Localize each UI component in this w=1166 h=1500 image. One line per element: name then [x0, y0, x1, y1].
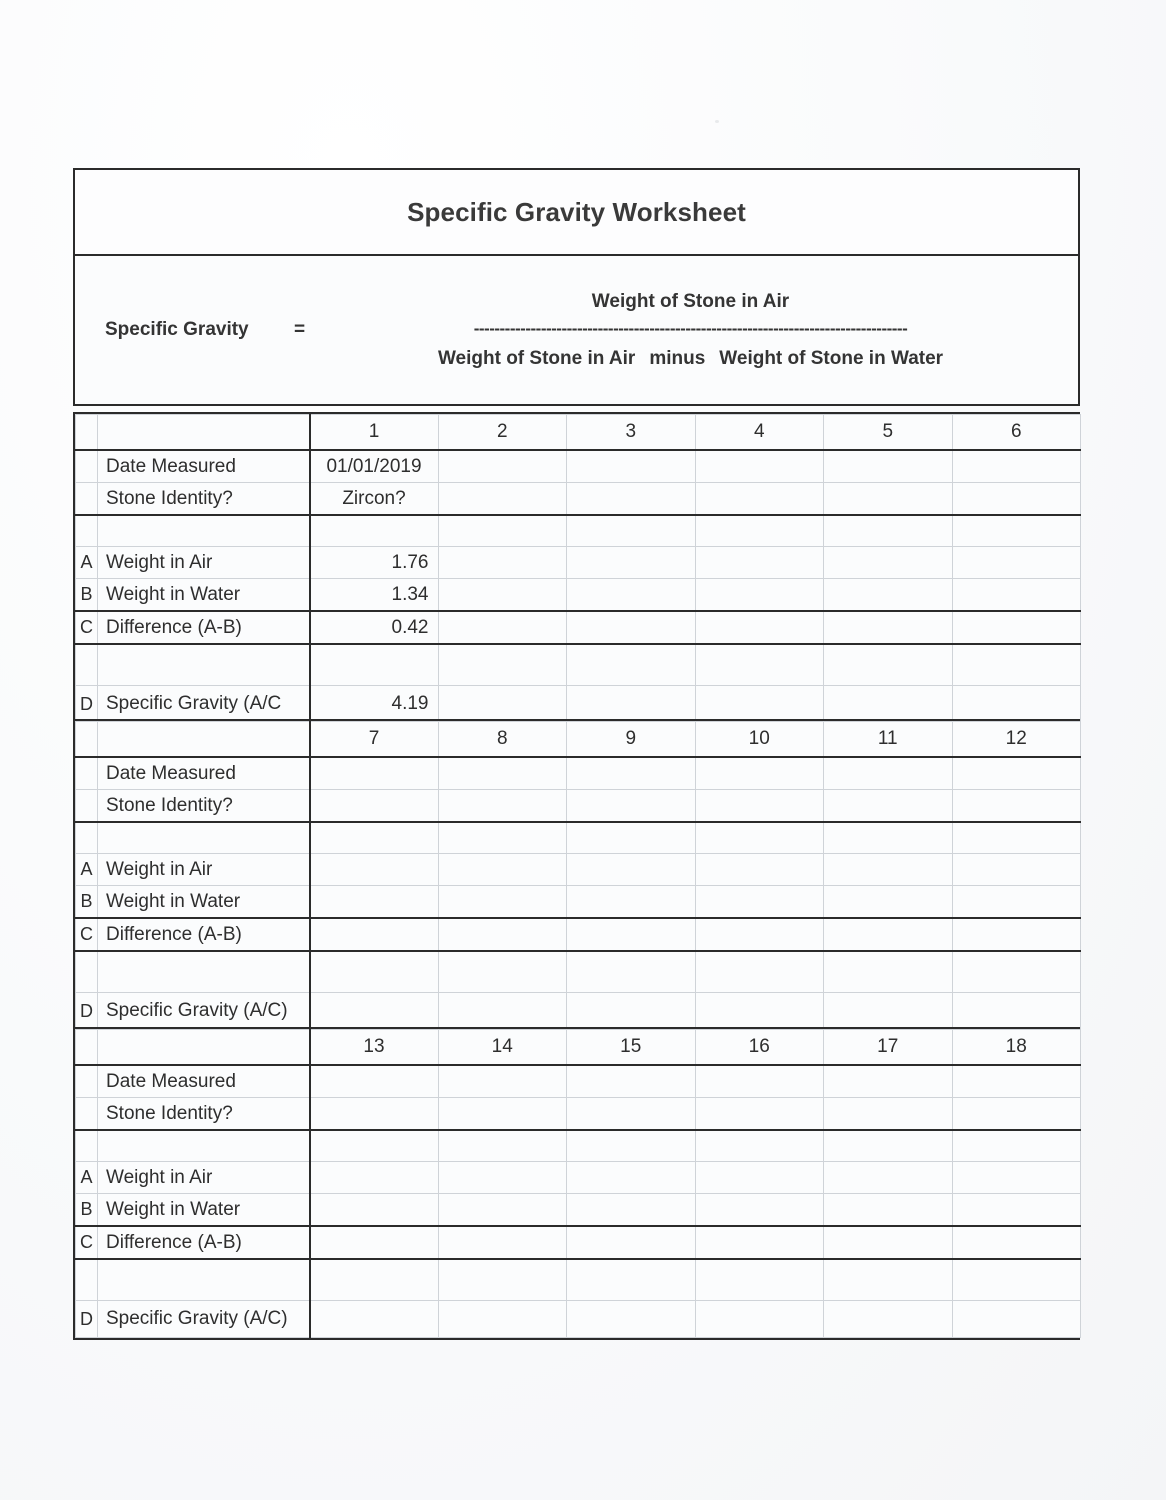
column-header: 14 — [438, 1030, 567, 1066]
cell-date-measured[interactable] — [824, 450, 953, 483]
cell-specific-gravity[interactable] — [310, 993, 439, 1030]
cell-specific-gravity[interactable] — [438, 993, 567, 1030]
row-letter — [76, 790, 98, 823]
row-label: Stone Identity? — [98, 483, 310, 516]
cell-weight-in-water[interactable] — [695, 1194, 824, 1227]
cell-weight-in-air[interactable] — [952, 1162, 1081, 1194]
corner-label-cell — [98, 1030, 310, 1066]
table-row-weight-in-air — [76, 854, 1081, 886]
column-header: 9 — [567, 722, 696, 758]
row-letter — [76, 483, 98, 516]
cell-weight-in-water[interactable] — [567, 1194, 696, 1227]
cell-blank[interactable] — [567, 822, 696, 854]
corner-cell — [76, 722, 98, 758]
cell-blank[interactable] — [824, 644, 953, 686]
page-title: Specific Gravity Worksheet — [407, 196, 746, 227]
cell-date-measured[interactable] — [824, 757, 953, 790]
row-letter — [76, 1065, 98, 1098]
cell-difference[interactable] — [310, 918, 439, 951]
cell-date-measured[interactable] — [695, 450, 824, 483]
cell-stone-identity[interactable] — [310, 790, 439, 823]
cell-blank[interactable] — [695, 822, 824, 854]
row-letter-d: D — [76, 1301, 98, 1338]
cell-difference[interactable] — [952, 611, 1081, 644]
cell-stone-identity[interactable] — [438, 483, 567, 516]
row-label — [98, 951, 310, 993]
scan-speck — [715, 120, 719, 123]
corner-cell — [76, 415, 98, 451]
cell-weight-in-air[interactable] — [824, 1162, 953, 1194]
table-row-stone-identity — [76, 483, 1081, 516]
cell-specific-gravity[interactable] — [695, 1301, 824, 1338]
cell-date-measured[interactable] — [438, 450, 567, 483]
cell-specific-gravity[interactable] — [824, 686, 953, 723]
cell-weight-in-water[interactable] — [695, 886, 824, 919]
cell-blank[interactable] — [438, 515, 567, 547]
cell-stone-identity[interactable] — [438, 790, 567, 823]
row-label: Date Measured — [98, 450, 310, 483]
cell-weight-in-air[interactable] — [567, 854, 696, 886]
cell-blank[interactable] — [952, 1259, 1081, 1301]
column-header-row — [76, 722, 1081, 758]
denominator-left-term: Weight of Stone in Air — [437, 348, 636, 369]
measurement-block-1 — [73, 412, 1080, 725]
cell-difference[interactable] — [824, 918, 953, 951]
row-letter-d: D — [76, 993, 98, 1030]
table-row-difference — [76, 918, 1081, 951]
title-row — [75, 170, 1078, 256]
cell-difference[interactable] — [824, 611, 953, 644]
row-label — [98, 822, 310, 854]
cell-blank[interactable] — [824, 822, 953, 854]
cell-blank[interactable] — [695, 644, 824, 686]
cell-difference[interactable] — [438, 611, 567, 644]
column-header: 13 — [310, 1030, 439, 1066]
cell-blank[interactable] — [438, 951, 567, 993]
cell-date-measured[interactable] — [952, 450, 1081, 483]
cell-weight-in-air[interactable] — [438, 547, 567, 579]
cell-blank[interactable] — [310, 1259, 439, 1301]
cell-difference[interactable] — [695, 918, 824, 951]
cell-weight-in-water[interactable] — [824, 1194, 953, 1227]
column-header: 4 — [695, 415, 824, 451]
cell-stone-identity[interactable] — [567, 483, 696, 516]
cell-stone-identity[interactable] — [824, 790, 953, 823]
row-letter-b: B — [76, 579, 98, 612]
cell-date-measured[interactable] — [310, 1065, 439, 1098]
row-letter — [76, 644, 98, 686]
table-row-spacer — [76, 644, 1081, 686]
row-label: Date Measured — [98, 1065, 310, 1098]
cell-weight-in-water[interactable] — [952, 1194, 1081, 1227]
cell-difference[interactable] — [695, 1226, 824, 1259]
cell-blank[interactable] — [824, 515, 953, 547]
cell-difference[interactable]: 0.42 — [310, 611, 439, 644]
cell-specific-gravity[interactable]: 4.19 — [310, 686, 439, 723]
cell-stone-identity[interactable]: Zircon? — [310, 483, 439, 516]
cell-date-measured[interactable] — [438, 1065, 567, 1098]
cell-stone-identity[interactable] — [952, 790, 1081, 823]
cell-weight-in-air[interactable] — [567, 1162, 696, 1194]
cell-blank[interactable] — [310, 644, 439, 686]
cell-blank[interactable] — [952, 515, 1081, 547]
column-header-row — [76, 415, 1081, 451]
cell-blank[interactable] — [310, 951, 439, 993]
cell-specific-gravity[interactable] — [952, 1301, 1081, 1338]
cell-weight-in-air[interactable] — [310, 1162, 439, 1194]
row-label: Weight in Water — [98, 1194, 310, 1227]
cell-blank[interactable] — [310, 822, 439, 854]
cell-specific-gravity[interactable] — [567, 1301, 696, 1338]
column-header: 12 — [952, 722, 1081, 758]
row-label-specific-gravity — [98, 993, 310, 1030]
row-label: Difference (A-B) — [98, 1226, 310, 1259]
cell-weight-in-air[interactable] — [310, 854, 439, 886]
row-letter — [76, 1130, 98, 1162]
cell-difference[interactable] — [952, 918, 1081, 951]
cell-stone-identity[interactable] — [438, 1098, 567, 1131]
measurement-table — [75, 721, 1081, 1030]
cell-date-measured[interactable] — [567, 757, 696, 790]
cell-specific-gravity[interactable] — [567, 686, 696, 723]
table-row-weight-in-air — [76, 547, 1081, 579]
cell-blank[interactable] — [695, 515, 824, 547]
table-row-difference — [76, 611, 1081, 644]
measurement-block-3 — [73, 1027, 1080, 1340]
column-header: 17 — [824, 1030, 953, 1066]
cell-weight-in-air[interactable] — [695, 547, 824, 579]
row-label — [98, 644, 310, 686]
table-row-weight-in-water — [76, 1194, 1081, 1227]
cell-difference[interactable] — [695, 611, 824, 644]
table-row-difference — [76, 1226, 1081, 1259]
cell-blank[interactable] — [952, 1130, 1081, 1162]
cell-date-measured[interactable] — [952, 757, 1081, 790]
row-letter-a: A — [76, 854, 98, 886]
cell-date-measured[interactable] — [438, 757, 567, 790]
table-row-stone-identity — [76, 1098, 1081, 1131]
row-letter — [76, 450, 98, 483]
cell-specific-gravity[interactable] — [824, 1301, 953, 1338]
formula-divider-line: ------------------------------------------------------------------------------------ — [473, 325, 908, 335]
cell-difference[interactable] — [824, 1226, 953, 1259]
column-header: 16 — [695, 1030, 824, 1066]
cell-specific-gravity[interactable] — [695, 993, 824, 1030]
row-label — [98, 515, 310, 547]
cell-stone-identity[interactable] — [824, 483, 953, 516]
table-row-specific-gravity — [76, 1301, 1081, 1338]
cell-stone-identity[interactable] — [695, 1098, 824, 1131]
column-header: 2 — [438, 415, 567, 451]
table-row-spacer — [76, 822, 1081, 854]
cell-weight-in-air[interactable] — [824, 547, 953, 579]
cell-weight-in-water[interactable] — [824, 579, 953, 612]
cell-stone-identity[interactable] — [310, 1098, 439, 1131]
formula-denominator — [313, 335, 1068, 368]
row-letter — [76, 822, 98, 854]
formula-row — [75, 256, 1078, 404]
cell-blank[interactable] — [952, 644, 1081, 686]
table-row-spacer — [76, 1130, 1081, 1162]
cell-blank[interactable] — [438, 1259, 567, 1301]
measurement-table — [75, 414, 1081, 723]
cell-specific-gravity[interactable] — [310, 1301, 439, 1338]
cell-specific-gravity[interactable] — [952, 686, 1081, 723]
cell-difference[interactable] — [567, 1226, 696, 1259]
cell-specific-gravity[interactable] — [438, 686, 567, 723]
cell-weight-in-water[interactable] — [567, 886, 696, 919]
corner-label-cell — [98, 722, 310, 758]
row-label: Weight in Air — [98, 854, 310, 886]
cell-date-measured[interactable] — [695, 757, 824, 790]
cell-blank[interactable] — [438, 822, 567, 854]
cell-weight-in-water[interactable] — [438, 1194, 567, 1227]
cell-date-measured[interactable] — [695, 1065, 824, 1098]
cell-weight-in-water[interactable] — [567, 579, 696, 612]
cell-blank[interactable] — [824, 951, 953, 993]
table-row-stone-identity — [76, 790, 1081, 823]
row-label-specific-gravity — [98, 1301, 310, 1338]
row-label: Weight in Air — [98, 547, 310, 579]
worksheet-header-box — [73, 168, 1080, 406]
formula-equals-sign: = — [294, 319, 306, 340]
column-header: 1 — [310, 415, 439, 451]
row-letter-d: D — [76, 686, 98, 723]
cell-difference[interactable] — [567, 611, 696, 644]
table-row-date-measured — [76, 450, 1081, 483]
cell-date-measured[interactable] — [567, 450, 696, 483]
cell-weight-in-air[interactable] — [952, 547, 1081, 579]
cell-blank[interactable] — [952, 822, 1081, 854]
cell-date-measured[interactable]: 01/01/2019 — [310, 450, 439, 483]
cell-blank[interactable] — [695, 951, 824, 993]
row-label: Difference (A-B) — [98, 611, 310, 644]
row-label-text: Specific Gravity (A/C — [106, 693, 282, 714]
cell-weight-in-water[interactable] — [438, 579, 567, 612]
cell-blank[interactable] — [952, 951, 1081, 993]
table-row-spacer — [76, 1259, 1081, 1301]
corner-label-cell — [98, 415, 310, 451]
table-row-weight-in-water — [76, 886, 1081, 919]
row-letter-a: A — [76, 1162, 98, 1194]
cell-blank[interactable] — [310, 1130, 439, 1162]
corner-cell — [76, 1030, 98, 1066]
cell-blank[interactable] — [824, 1130, 953, 1162]
row-letter-c: C — [76, 611, 98, 644]
row-label-text: Specific Gravity (A/C) — [106, 1308, 288, 1329]
row-letter — [76, 1259, 98, 1301]
cell-blank[interactable] — [310, 515, 439, 547]
row-label: Weight in Water — [98, 579, 310, 612]
cell-specific-gravity[interactable] — [824, 993, 953, 1030]
column-header: 7 — [310, 722, 439, 758]
cell-blank[interactable] — [567, 1259, 696, 1301]
cell-date-measured[interactable] — [824, 1065, 953, 1098]
row-label-text: Specific Gravity (A/C) — [106, 1000, 288, 1021]
measurement-block-2 — [73, 719, 1080, 1032]
row-letter-b: B — [76, 886, 98, 919]
cell-specific-gravity[interactable] — [695, 686, 824, 723]
cell-difference[interactable] — [310, 1226, 439, 1259]
row-label-specific-gravity — [98, 686, 310, 723]
table-row-weight-in-air — [76, 1162, 1081, 1194]
cell-stone-identity[interactable] — [824, 1098, 953, 1131]
cell-blank[interactable] — [824, 1259, 953, 1301]
column-header: 3 — [567, 415, 696, 451]
cell-blank[interactable] — [567, 515, 696, 547]
table-row-specific-gravity — [76, 993, 1081, 1030]
cell-stone-identity[interactable] — [567, 790, 696, 823]
cell-weight-in-air[interactable] — [438, 854, 567, 886]
cell-weight-in-air[interactable] — [695, 854, 824, 886]
table-row-date-measured — [76, 757, 1081, 790]
cell-stone-identity[interactable] — [695, 483, 824, 516]
row-label: Stone Identity? — [98, 1098, 310, 1131]
cell-weight-in-air[interactable] — [567, 547, 696, 579]
row-label: Stone Identity? — [98, 790, 310, 823]
cell-blank[interactable] — [438, 644, 567, 686]
denominator-operator: minus — [649, 348, 706, 369]
cell-weight-in-air[interactable]: 1.76 — [310, 547, 439, 579]
cell-stone-identity[interactable] — [952, 483, 1081, 516]
cell-difference[interactable] — [438, 918, 567, 951]
cell-blank[interactable] — [438, 1130, 567, 1162]
cell-blank[interactable] — [567, 644, 696, 686]
cell-weight-in-air[interactable] — [824, 854, 953, 886]
row-letter — [76, 951, 98, 993]
row-label — [98, 1259, 310, 1301]
column-header: 5 — [824, 415, 953, 451]
cell-weight-in-water[interactable] — [952, 579, 1081, 612]
row-label — [98, 1130, 310, 1162]
cell-specific-gravity[interactable] — [952, 993, 1081, 1030]
column-header: 18 — [952, 1030, 1081, 1066]
cell-stone-identity[interactable] — [695, 790, 824, 823]
cell-specific-gravity[interactable] — [438, 1301, 567, 1338]
cell-blank[interactable] — [567, 1130, 696, 1162]
cell-weight-in-water[interactable] — [310, 886, 439, 919]
row-label: Difference (A-B) — [98, 918, 310, 951]
cell-date-measured[interactable] — [952, 1065, 1081, 1098]
table-row-weight-in-water — [76, 579, 1081, 612]
cell-weight-in-water[interactable] — [310, 1194, 439, 1227]
row-letter — [76, 515, 98, 547]
column-header: 11 — [824, 722, 953, 758]
row-label: Weight in Water — [98, 886, 310, 919]
formula-fraction — [313, 292, 1068, 368]
cell-blank[interactable] — [695, 1130, 824, 1162]
cell-date-measured[interactable] — [567, 1065, 696, 1098]
cell-blank[interactable] — [695, 1259, 824, 1301]
table-row-date-measured — [76, 1065, 1081, 1098]
formula-numerator: Weight of Stone in Air — [591, 291, 790, 312]
column-header: 10 — [695, 722, 824, 758]
column-header: 15 — [567, 1030, 696, 1066]
row-letter-c: C — [76, 1226, 98, 1259]
cell-stone-identity[interactable] — [567, 1098, 696, 1131]
row-letter-c: C — [76, 918, 98, 951]
cell-blank[interactable] — [567, 951, 696, 993]
cell-difference[interactable] — [438, 1226, 567, 1259]
cell-weight-in-water[interactable] — [952, 886, 1081, 919]
cell-weight-in-water[interactable]: 1.34 — [310, 579, 439, 612]
cell-specific-gravity[interactable] — [567, 993, 696, 1030]
cell-weight-in-air[interactable] — [695, 1162, 824, 1194]
denominator-right-term: Weight of Stone in Water — [719, 348, 944, 369]
measurement-table — [75, 1029, 1081, 1338]
row-letter — [76, 757, 98, 790]
cell-weight-in-air[interactable] — [438, 1162, 567, 1194]
table-row-spacer — [76, 951, 1081, 993]
cell-stone-identity[interactable] — [952, 1098, 1081, 1131]
cell-weight-in-air[interactable] — [952, 854, 1081, 886]
row-letter-b: B — [76, 1194, 98, 1227]
cell-weight-in-water[interactable] — [695, 579, 824, 612]
row-label: Date Measured — [98, 757, 310, 790]
cell-weight-in-water[interactable] — [438, 886, 567, 919]
row-label: Weight in Air — [98, 1162, 310, 1194]
cell-weight-in-water[interactable] — [824, 886, 953, 919]
table-row-spacer — [76, 515, 1081, 547]
cell-difference[interactable] — [952, 1226, 1081, 1259]
column-header: 6 — [952, 415, 1081, 451]
row-letter — [76, 1098, 98, 1131]
column-header-row — [76, 1030, 1081, 1066]
cell-difference[interactable] — [567, 918, 696, 951]
table-row-specific-gravity — [76, 686, 1081, 723]
formula-label: Specific Gravity — [105, 319, 249, 340]
row-letter-a: A — [76, 547, 98, 579]
column-header: 8 — [438, 722, 567, 758]
cell-date-measured[interactable] — [310, 757, 439, 790]
